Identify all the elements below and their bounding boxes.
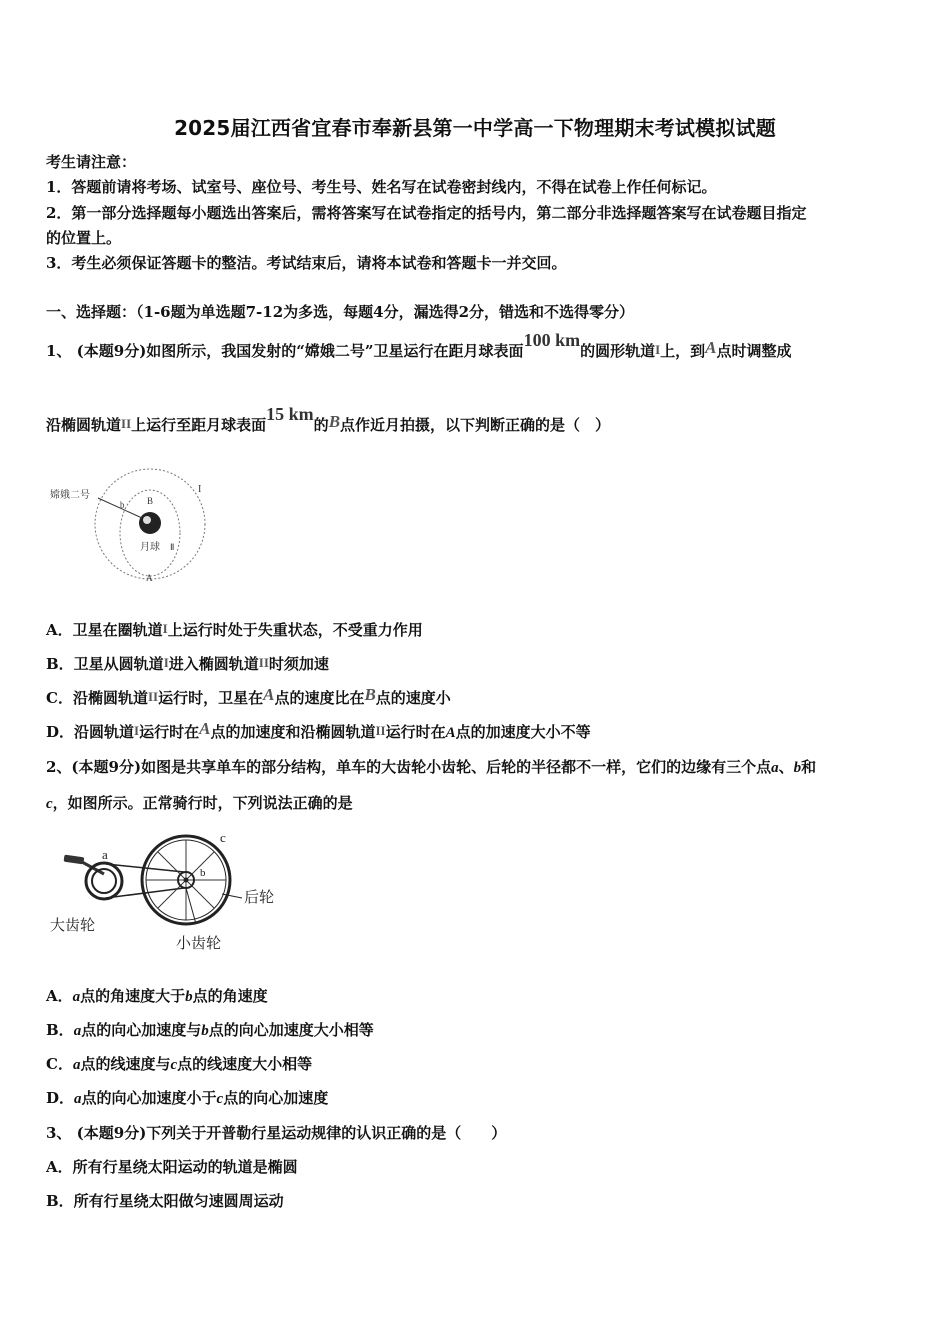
q3-stem: 3、 (本题9分)下列关于开普勒行星运动规律的认识正确的是（ ） (46, 1124, 507, 1142)
label-a: a (102, 847, 108, 862)
pedal-icon (64, 855, 85, 865)
q1-option-d[interactable]: D．沿圆轨道I运行时在A点的加速度和沿椭圆轨道II运行时在A点的加速度大小不等 (46, 719, 591, 741)
label-orbit-ii: Ⅱ (170, 542, 175, 552)
label-satellite: 嫦娥二号 (50, 490, 90, 501)
label-b: b (120, 500, 125, 510)
label-c: c (220, 830, 226, 845)
q2-stem-line2: c，如图所示。正常骑行时，下列说法正确的是 (46, 794, 353, 812)
q3-option-b[interactable]: B．所有行星绕太阳做匀速圆周运动 (46, 1192, 284, 1210)
q1-option-b[interactable]: B．卫星从圆轨道I进入椭圆轨道II时须加速 (46, 655, 329, 673)
notice-item: 1．答题前请将考场、试室号、座位号、考生号、姓名写在试卷密封线内，不得在试卷上作任何标记。 (46, 178, 717, 196)
label-b: b (200, 867, 206, 879)
label-big-gear: 大齿轮 (50, 916, 96, 934)
label-moon: 月球 (140, 542, 160, 553)
q1-option-c[interactable]: C．沿椭圆轨道II运行时，卫星在A点的速度比在B点的速度小 (46, 685, 451, 707)
moon-icon (139, 512, 161, 534)
section-heading: 一、选择题：（1-6题为单选题7-12为多选，每题4分，漏选得2分，错选和不选得零分） (46, 303, 635, 321)
page-title: 2025届江西省宜春市奉新县第一中学高一下物理期末考试模拟试题 (174, 116, 776, 140)
label-orbit-i: I (198, 484, 202, 495)
q2-option-c[interactable]: C．a点的线速度与c点的线速度大小相等 (46, 1055, 313, 1073)
q1-stem-line2: 沿椭圆轨道II上运行至距月球表面15 km的B点作近月拍摄，以下判断正确的是（ ） (46, 404, 611, 434)
label-rear-wheel: 后轮 (244, 888, 275, 906)
q1-option-a[interactable]: A．卫星在圈轨道I上运行时处于失重状态，不受重力作用 (46, 621, 423, 639)
q2-option-d[interactable]: D．a点的向心加速度小于c点的向心加速度 (46, 1089, 329, 1107)
q2-stem-line1: 2、(本题9分)如图是共享单车的部分结构，单车的大齿轮小齿轮、后轮的半径都不一样，它们的边缘有三个点a、b和 (46, 758, 817, 776)
orbit-figure (46, 460, 216, 590)
notice-item: 2．第一部分选择题每小题选出答案后，需将答案写在试卷指定的括号内，第二部分非选择题答案写在试卷题目指定 (46, 204, 807, 222)
q2-option-b[interactable]: B．a点的向心加速度与b点的向心加速度大小相等 (46, 1021, 374, 1039)
label-small-gear: 小齿轮 (176, 934, 222, 952)
notice-item: 3．考生必须保证答题卡的整洁。考试结束后，请将本试卷和答题卡一并交回。 (46, 254, 567, 272)
notice-item: 的位置上。 (46, 229, 122, 247)
label-point-b: B (147, 496, 154, 506)
q2-option-a[interactable]: A．a点的角速度大于b点的角速度 (46, 987, 268, 1005)
bicycle-figure (46, 826, 286, 956)
label-point-a: A (146, 573, 153, 583)
notice-heading: 考生请注意： (46, 153, 137, 171)
q3-option-a[interactable]: A．所有行星绕太阳运动的轨道是椭圆 (46, 1158, 298, 1176)
q1-stem-line1: 1、 (本题9分)如图所示，我国发射的“嫦娥二号”卫星运行在距月球表面100 km的圆形轨道I上，到A点时调整成 (46, 330, 792, 360)
